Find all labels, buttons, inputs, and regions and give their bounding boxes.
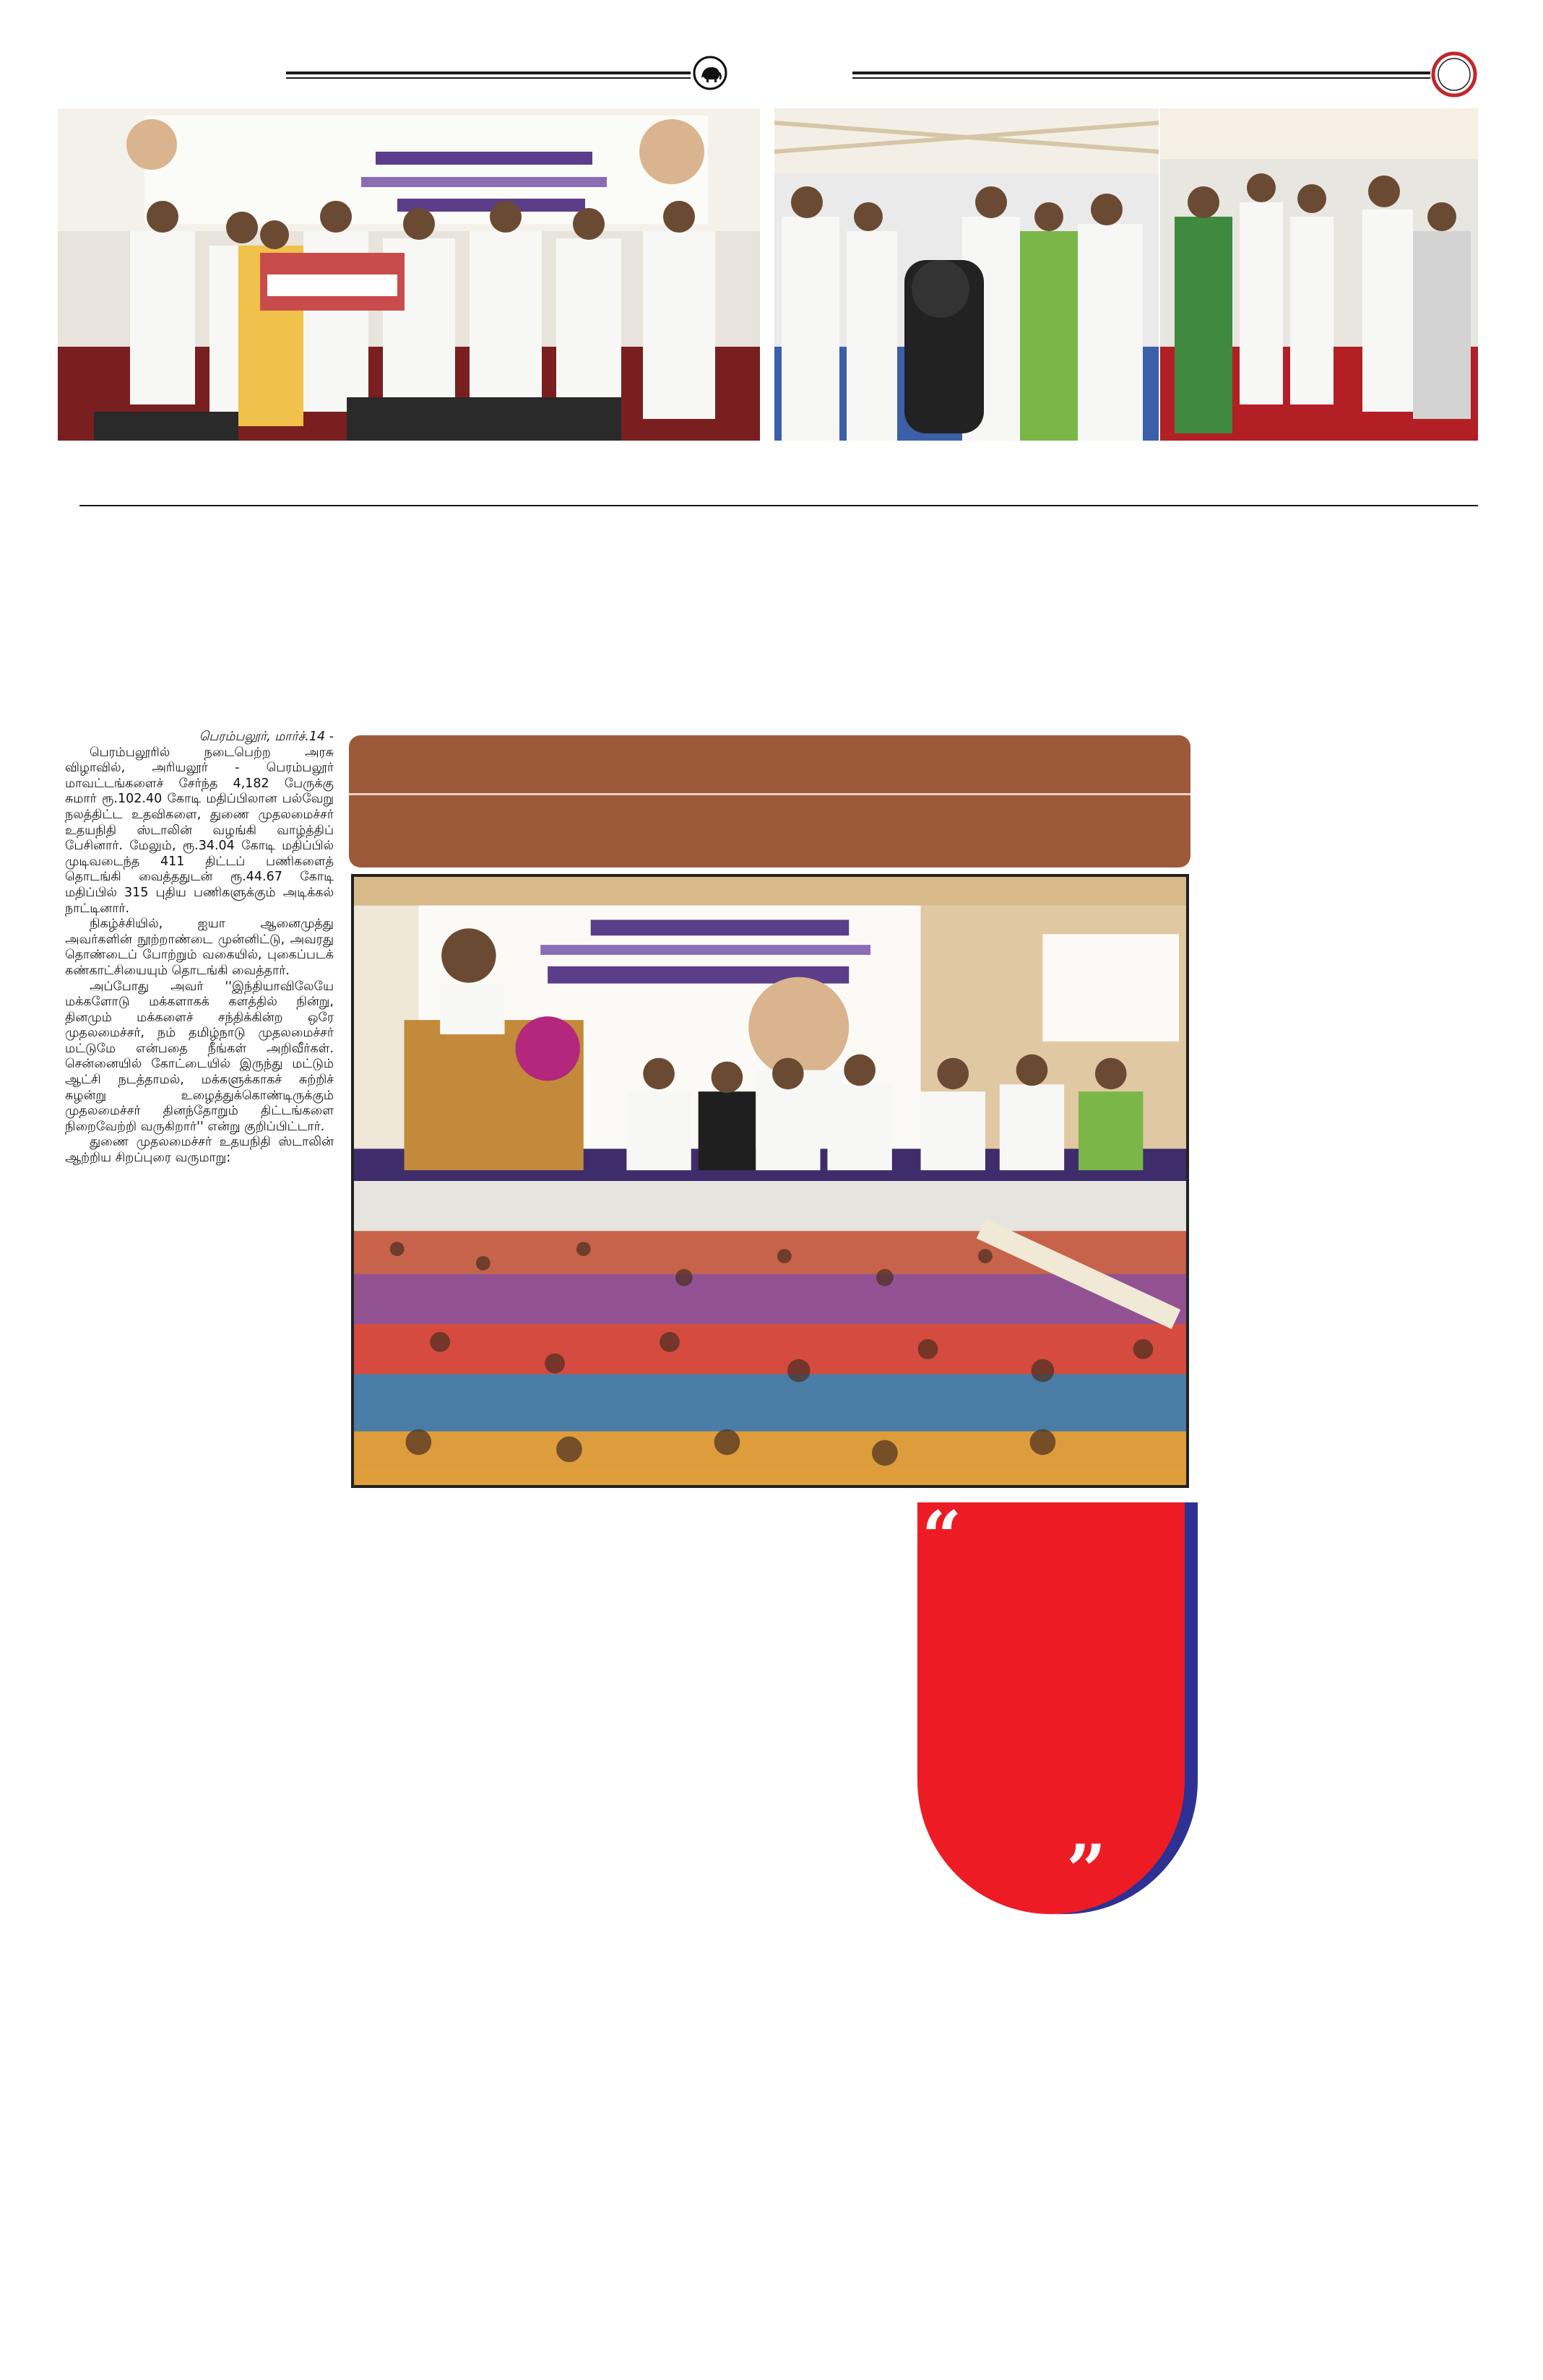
header-rule-right <box>852 72 1430 74</box>
article-paragraph: நிகழ்ச்சியில், ஐயா ஆனைமுத்து அவர்களின் நூற்றாண்டை முன்னிட்டு, அவரது தொண்டைப் போற்றும் வகையில், புகைப்படக் கண்காட்சியையும் தொடங்கி வைத்தார். <box>65 917 334 978</box>
close-quote-icon: ” <box>1066 1830 1107 1911</box>
banner-divider <box>349 793 1190 795</box>
page-number-badge-icon <box>1430 51 1478 98</box>
pull-quote-box <box>917 1496 1185 1914</box>
photo-scooter-handover <box>774 108 1159 441</box>
header-rule-left-thin <box>286 77 691 79</box>
header-rule-right-thin <box>852 77 1430 79</box>
open-quote-icon: “ <box>922 1496 962 1578</box>
photo-main-event <box>351 874 1189 1488</box>
section-divider <box>79 505 1478 506</box>
article-paragraph: துணை முதலமைச்சர் உதயநிதி ஸ்டாலின் ஆற்றிய சிறப்புரை வருமாறு: <box>65 1135 334 1166</box>
elephant-emblem-icon <box>692 55 728 91</box>
photo-stage-welfare-cheque <box>58 108 760 441</box>
photo-crowd-wheelchair <box>1160 108 1478 441</box>
article-dateline: பெரம்பலூர், மார்ச்.14 - <box>199 730 334 744</box>
article-paragraph: பெரம்பலூரில் நடைபெற்ற அரசு விழாவில், அரியலூர் - பெரம்பலூர் மாவட்டங்களைச் சேர்ந்த 4,182 பேருக்கு சுமார் ரூ.102.40 கோடி மதிப்பிலான பல்வேறு நலத்திட்ட உதவிகளை, துணை முதலமைச்சர் உதயநிதி ஸ்டாலின் வழங்கி வாழ்த்திப் பேசினார். மேலும், ரூ.34.04 கோடி மதிப்பில் முடிவடைந்த 411 திட்டப் பணிகளைத் தொடங்கி வைத்ததுடன் ரூ.44.67 கோடி மதிப்பில் 315 புதிய பணிகளுக்கும் அடிக்கல் நாட்டினார். <box>65 745 334 916</box>
article-body <box>65 730 334 1167</box>
headline-banner <box>349 735 1190 867</box>
article-paragraph: அப்போது அவர் ''இந்தியாவிலேயே மக்களோடு மக்களாகக் களத்தில் நின்று, தினமும் மக்களைச் சந்திக்கின்ற ஒரே முதலமைச்சர், நம் தமிழ்நாடு முதலமைச்சர் மட்டுமே என்பதை நீங்கள் அறிவீர்கள். சென்னையில் கோட்டையில் இருந்து மட்டும் ஆட்சி நடத்தாமல், மக்களுக்காகச் சுற்றிச் சுழன்று உழைத்துக்கொண்டிருக்கும் முதலமைச்சர் தினந்தோறும் திட்டங்களை நிறைவேற்றி வருகிறார்'' என்று குறிப்பிட்டார். <box>65 979 334 1134</box>
header-rule-left <box>286 72 691 74</box>
